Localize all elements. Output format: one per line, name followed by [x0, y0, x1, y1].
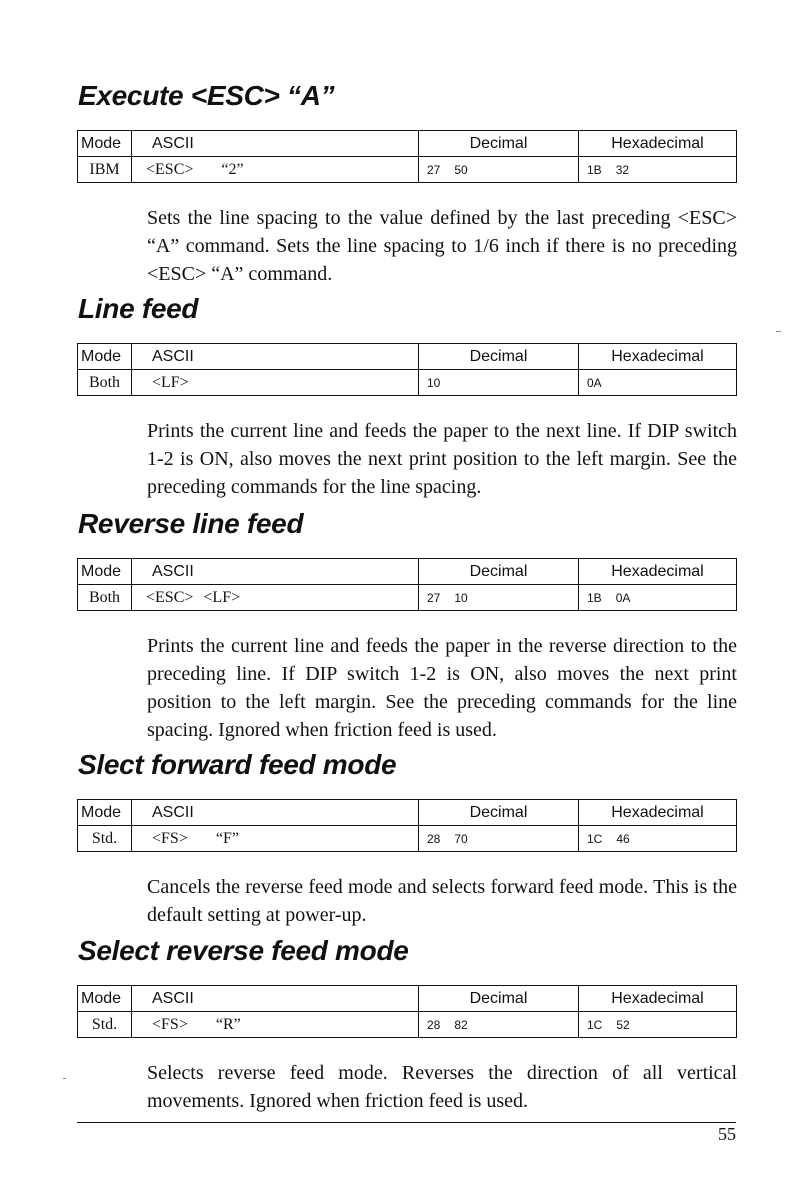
- hexadecimal-header: Hexadecimal: [579, 131, 737, 157]
- ascii-code: <ESC>: [146, 588, 194, 606]
- table-header-row: [78, 131, 737, 157]
- hex-code: 1B: [587, 162, 602, 177]
- ascii-code: “F”: [215, 829, 239, 847]
- section-title: Slect forward feed mode: [78, 749, 397, 780]
- ascii-code: “R”: [215, 1015, 241, 1033]
- hexadecimal-header: Hexadecimal: [579, 800, 737, 826]
- decimal-value: [419, 370, 579, 396]
- mode-header: Mode: [78, 986, 132, 1012]
- table-header-row: [78, 559, 737, 585]
- hex-value: [579, 1012, 737, 1038]
- ascii-header: ASCII: [132, 344, 419, 370]
- section-description: Selects reverse feed mode. Reverses the direction of all vertical movements. Ignored when friction feed is used.: [147, 1062, 737, 1112]
- scan-mark: [776, 331, 781, 332]
- hex-code: 1C: [587, 1017, 603, 1032]
- section-title: Reverse line feed: [78, 508, 304, 539]
- ascii-code: <LF>: [152, 373, 189, 391]
- decimal-header: Decimal: [419, 131, 579, 157]
- mode-value: IBM: [78, 157, 132, 183]
- decimal-header: Decimal: [419, 344, 579, 370]
- hex-value: [579, 370, 737, 396]
- ascii-code: <FS>: [152, 829, 188, 847]
- ascii-value: [132, 157, 419, 183]
- decimal-header: Decimal: [419, 800, 579, 826]
- table-header-row: [78, 344, 737, 370]
- section-description: Prints the current line and feeds the paper to the next line. If DIP switch 1-2 is ON, also moves the next print position to the left margin. See the preceding commands for the line spacing.: [147, 420, 737, 498]
- section-title: Execute <ESC> “A”: [78, 80, 335, 111]
- hexadecimal-header: Hexadecimal: [579, 559, 737, 585]
- hex-code: 52: [616, 1017, 630, 1032]
- decimal-header: Decimal: [419, 559, 579, 585]
- mode-header: Mode: [78, 559, 132, 585]
- ascii-code: <LF>: [203, 588, 241, 606]
- mode-value: Std.: [78, 1012, 132, 1038]
- table-row: [78, 157, 737, 183]
- table-header-row: [78, 800, 737, 826]
- hex-code: 0A: [615, 590, 631, 605]
- hexadecimal-header: Hexadecimal: [579, 986, 737, 1012]
- ascii-header: ASCII: [132, 131, 419, 157]
- ascii-header: ASCII: [132, 800, 419, 826]
- decimal-code: 82: [454, 1017, 468, 1032]
- table-row: [78, 370, 737, 396]
- ascii-value: [132, 585, 419, 611]
- mode-value: Std.: [78, 826, 132, 852]
- decimal-code: 50: [454, 162, 468, 177]
- hex-code: 32: [615, 162, 630, 177]
- page-number: 55: [718, 1124, 736, 1144]
- decimal-code: 10: [454, 590, 468, 605]
- decimal-value: [419, 585, 579, 611]
- hex-code: 1B: [587, 590, 602, 605]
- ascii-code: “2”: [221, 160, 244, 178]
- table-row: [78, 1012, 737, 1038]
- ascii-value: [132, 826, 419, 852]
- ascii-header: ASCII: [132, 559, 419, 585]
- mode-value: Both: [78, 370, 132, 396]
- ascii-header: ASCII: [132, 986, 419, 1012]
- hex-value: [579, 157, 737, 183]
- command-table: [77, 130, 737, 183]
- mode-header: Mode: [78, 344, 132, 370]
- command-table: [77, 985, 737, 1038]
- decimal-code: 27: [427, 162, 441, 177]
- decimal-value: [419, 157, 579, 183]
- hex-value: [579, 585, 737, 611]
- section-description: Sets the line spacing to the value defined by the last preceding <ESC> “A” command. Sets the line spacing to 1/6 inch if there is no preceding <ESC> “A” command.: [147, 207, 737, 285]
- decimal-header: Decimal: [419, 986, 579, 1012]
- mode-value: Both: [78, 585, 132, 611]
- hexadecimal-header: Hexadecimal: [579, 344, 737, 370]
- table-row: [78, 826, 737, 852]
- table-header-row: [78, 986, 737, 1012]
- decimal-code: 10: [427, 375, 441, 390]
- table-row: [78, 585, 737, 611]
- section-title: Select reverse feed mode: [78, 935, 409, 966]
- decimal-code: 27: [427, 590, 441, 605]
- ascii-value: [132, 370, 419, 396]
- ascii-value: [132, 1012, 419, 1038]
- decimal-code: 70: [454, 831, 468, 846]
- hex-code: 0A: [587, 375, 602, 390]
- decimal-code: 28: [427, 1017, 441, 1032]
- decimal-code: 28: [427, 831, 441, 846]
- mode-header: Mode: [78, 131, 132, 157]
- hex-value: [579, 826, 737, 852]
- ascii-code: <ESC>: [146, 160, 194, 178]
- decimal-value: [419, 1012, 579, 1038]
- command-table: [77, 343, 737, 396]
- mode-header: Mode: [78, 800, 132, 826]
- hex-code: 1C: [587, 831, 603, 846]
- command-table: [77, 558, 737, 611]
- command-table: [77, 799, 737, 852]
- hex-code: 46: [616, 831, 630, 846]
- ascii-code: <FS>: [152, 1015, 188, 1033]
- section-title: Line feed: [78, 293, 199, 324]
- footer-rule: [77, 1122, 736, 1123]
- decimal-value: [419, 826, 579, 852]
- scan-mark: [63, 1078, 66, 1079]
- section-description: Prints the current line and feeds the paper in the reverse direction to the preceding line. If DIP switch 1-2 is ON, also moves the next print position to the left margin. See the preceding commands for the line spacing. Ignored when friction feed is used.: [147, 635, 737, 741]
- section-description: Cancels the reverse feed mode and selects forward feed mode. This is the default setting at power-up.: [147, 876, 737, 926]
